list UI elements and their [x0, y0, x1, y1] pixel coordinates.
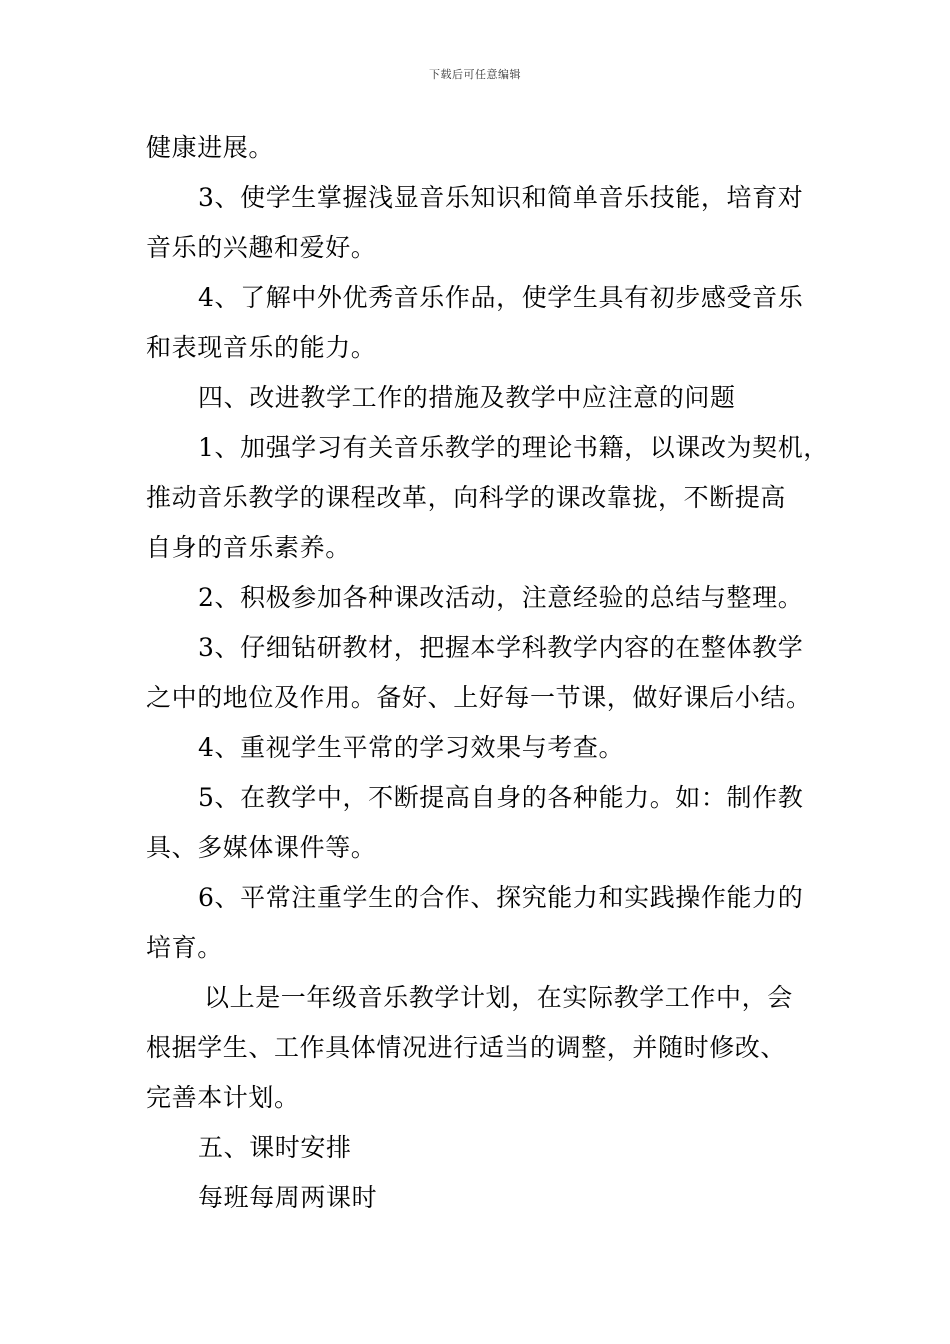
page-header-note: 下载后可任意编辑	[429, 68, 521, 81]
paragraph-line: 具、多媒体课件等。	[146, 833, 377, 862]
section-heading: 四、改进教学工作的措施及教学中应注意的问题	[198, 383, 736, 412]
paragraph-line: 3、仔细钻研教材，把握本学科教学内容的在整体教学	[198, 633, 804, 662]
paragraph-line: 4、重视学生平常的学习效果与考查。	[198, 733, 625, 762]
paragraph-line: 5、在教学中，不断提高自身的各种能力。如：制作教	[198, 783, 804, 812]
paragraph-line: 之中的地位及作用。备好、上好每一节课，做好课后小结。	[146, 683, 812, 712]
paragraph-line: 根据学生、工作具体情况进行适当的调整，并随时修改、	[146, 1033, 787, 1062]
paragraph-line: 音乐的兴趣和爱好。	[146, 233, 377, 262]
paragraph-line: 6、平常注重学生的合作、探究能力和实践操作能力的	[198, 883, 804, 912]
paragraph-line: 2、积极参加各种课改活动，注意经验的总结与整理。	[198, 583, 804, 612]
paragraph-line: 以上是一年级音乐教学计划，在实际教学工作中，会	[204, 983, 793, 1012]
paragraph-line: 1、加强学习有关音乐教学的理论书籍，以课改为契机，	[198, 433, 829, 462]
document-body	[146, 123, 846, 1223]
section-heading: 五、课时安排	[198, 1133, 352, 1162]
paragraph-line: 推动音乐教学的课程改革，向科学的课改靠拢，不断提高	[146, 483, 787, 512]
paragraph-line: 健康进展。	[146, 133, 275, 162]
paragraph-line: 每班每周两课时	[198, 1183, 378, 1212]
paragraph-line: 培育。	[146, 933, 223, 962]
paragraph-line: 完善本计划。	[146, 1083, 300, 1112]
paragraph-line: 自身的音乐素养。	[146, 533, 351, 562]
paragraph-line: 3、使学生掌握浅显音乐知识和简单音乐技能，培育对	[198, 183, 804, 212]
paragraph-line: 4、了解中外优秀音乐作品，使学生具有初步感受音乐	[198, 283, 804, 312]
paragraph-line: 和表现音乐的能力。	[146, 333, 377, 362]
